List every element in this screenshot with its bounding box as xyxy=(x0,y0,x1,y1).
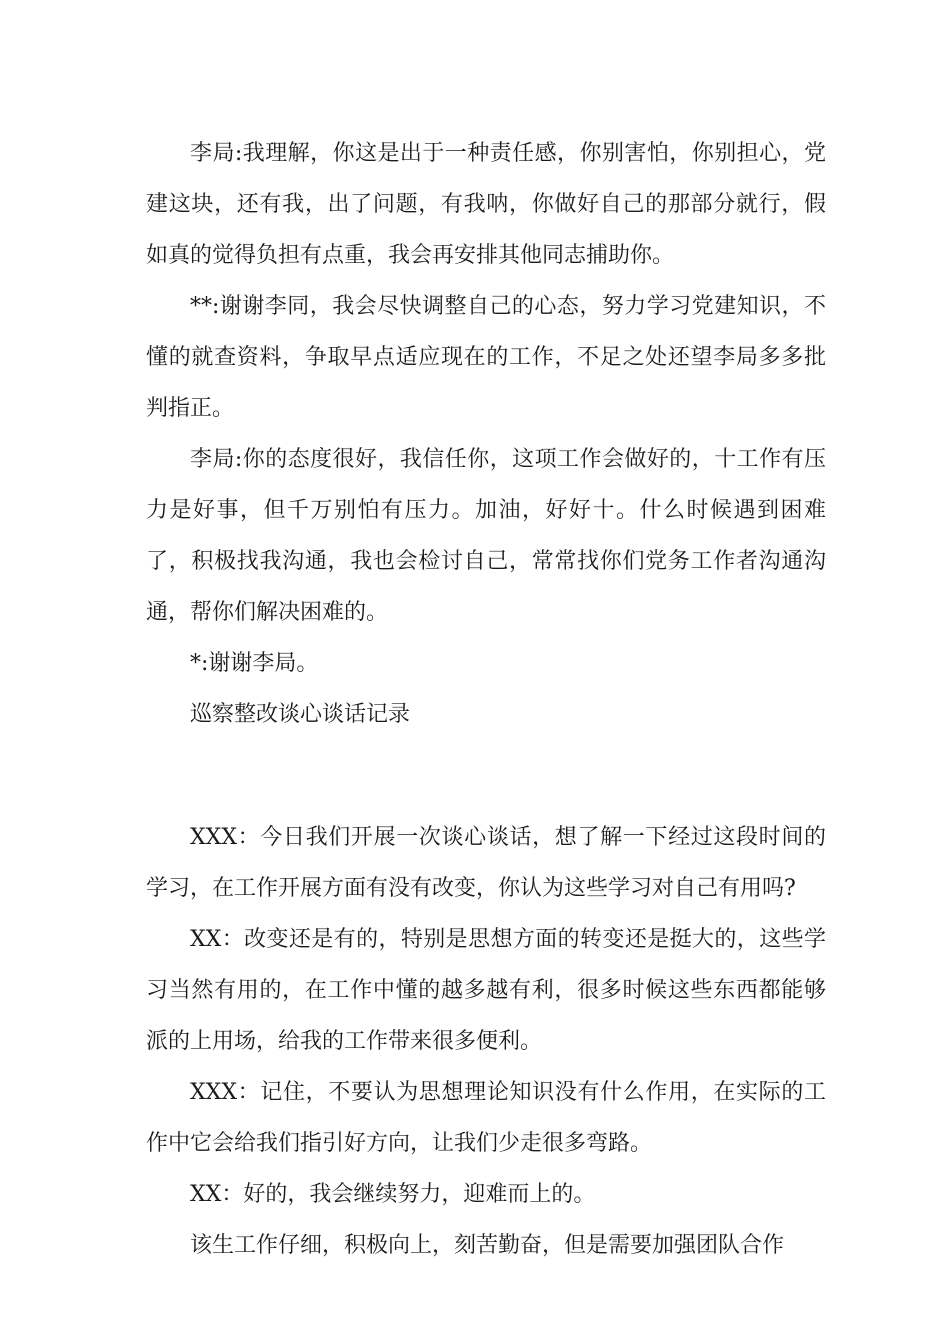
dialogue-paragraph: XXX：记住，不要认为思想理论知识没有什么作用，在实际的工作中它会给我们指引好方向，让我们少走很多弯路。 xyxy=(146,1080,826,1156)
document-body xyxy=(146,128,826,1271)
section-title: 巡察整改谈心谈话记录 xyxy=(190,702,411,727)
blank-spacer xyxy=(146,740,826,812)
dialogue-paragraph: XX：好的，我会继续努力，迎难而上的。 xyxy=(190,1182,596,1207)
evaluation-paragraph: 该生工作仔细，积极向上，刻苦勤奋，但是需要加强团队合作 xyxy=(190,1233,785,1258)
dialogue-paragraph: **:谢谢李同，我会尽快调整自己的心态，努力学习党建知识，不懂的就查资料，争取早点适应现在的工作，不足之处还望李局多多批判指正。 xyxy=(146,294,826,421)
dialogue-paragraph: 李局:你的态度很好，我信任你，这项工作会做好的，十工作有压力是好事，但千万别怕有压力。加油，好好十。什么时候遇到困难了，积极找我沟通，我也会检讨自己，常常找你们党务工作者沟通沟通，帮你们解决困难的。 xyxy=(146,447,826,625)
dialogue-paragraph: XXX：今日我们开展一次谈心谈话，想了解一下经过这段时间的学习，在工作开展方面有没有改变，你认为这些学习对自己有用吗? xyxy=(146,825,826,901)
dialogue-paragraph: *:谢谢李局。 xyxy=(190,651,319,676)
dialogue-paragraph: XX：改变还是有的，特别是思想方面的转变还是挺大的，这些学习当然有用的，在工作中懂的越多越有利，很多时候这些东西都能够派的上用场，给我的工作带来很多便利。 xyxy=(146,927,826,1054)
dialogue-paragraph: 李局:我理解，你这是出于一种责任感，你别害怕，你别担心，党建这块，还有我，出了问题，有我呐，你做好自己的那部分就行，假如真的觉得负担有点重，我会再安排其他同志捕助你。 xyxy=(146,141,826,268)
